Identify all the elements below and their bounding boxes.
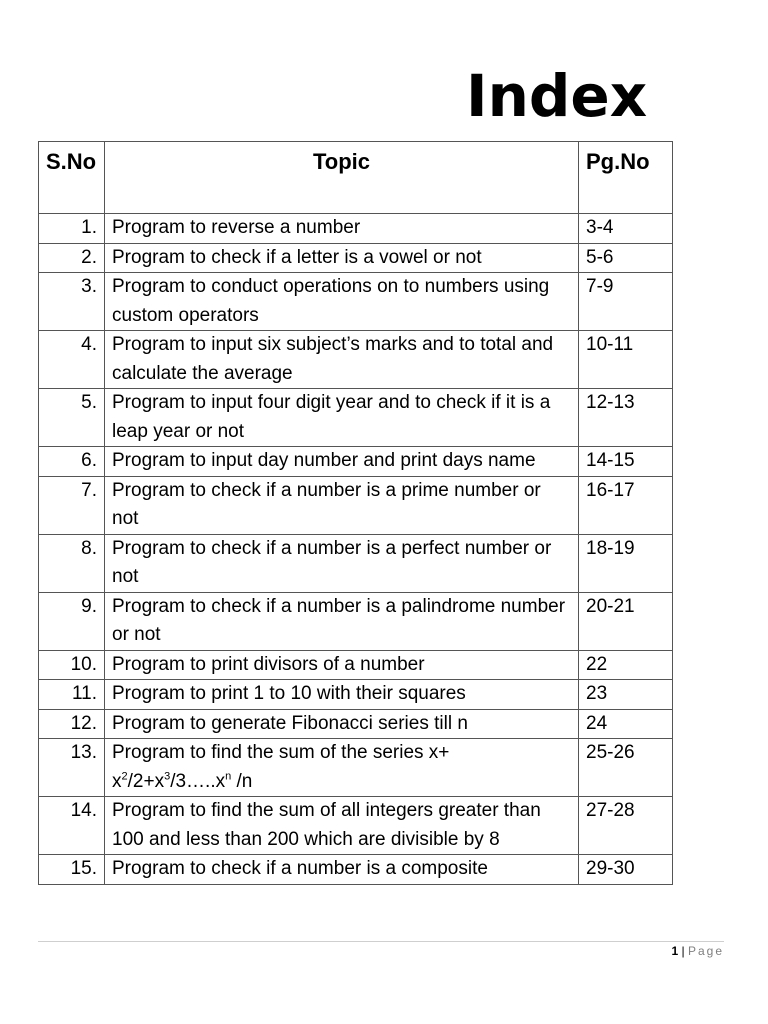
table-row [39,650,673,680]
row-sno: 3. [39,273,105,331]
footer-separator: | [681,944,685,958]
row-topic: Program to input day number and print days name [105,447,579,477]
row-page: 25-26 [579,739,673,797]
row-page: 14-15 [579,447,673,477]
table-row [39,243,673,273]
formula-exponent: 2 [121,770,128,783]
footer-page-label: Page [687,944,724,958]
row-page: 7-9 [579,273,673,331]
row-sno: 15. [39,855,105,885]
header-page: Pg.No [579,142,673,214]
page-title: Index [466,62,648,130]
formula-exponent: n [225,770,232,783]
row-topic: Program to check if a number is a perfect number or not [105,534,579,592]
row-topic: Program to input six subject’s marks and to total and calculate the average [105,331,579,389]
series-formula [112,771,252,792]
page-footer [671,943,724,959]
row-sno: 2. [39,243,105,273]
row-topic: Program to generate Fibonacci series till n [105,709,579,739]
row-sno: 9. [39,592,105,650]
row-page: 27-28 [579,797,673,855]
footer-divider [38,941,724,942]
table-row [39,592,673,650]
row-page: 5-6 [579,243,673,273]
row-page: 24 [579,709,673,739]
table-row [39,534,673,592]
table-row [39,739,673,797]
row-page: 10-11 [579,331,673,389]
row-sno: 4. [39,331,105,389]
table-row [39,680,673,710]
row-topic: Program to print 1 to 10 with their squares [105,680,579,710]
row-sno: 11. [39,680,105,710]
row-topic: Program to print divisors of a number [105,650,579,680]
row-topic: Program to check if a number is a prime number or not [105,476,579,534]
row-sno: 6. [39,447,105,477]
row-topic: Program to find the sum of all integers greater than 100 and less than 200 which are divisible by 8 [105,797,579,855]
row-sno: 1. [39,214,105,244]
formula-part: /2+x [127,770,165,792]
row-topic: Program to conduct operations on to numbers using custom operators [105,273,579,331]
table-row [39,855,673,885]
row-topic: Program to check if a number is a palindrome number or not [105,592,579,650]
row-topic [105,739,579,797]
row-page: 16-17 [579,476,673,534]
table-row [39,273,673,331]
row-page: 20-21 [579,592,673,650]
row-sno: 8. [39,534,105,592]
row-page: 22 [579,650,673,680]
row-page: 12-13 [579,389,673,447]
index-table [38,141,673,885]
table-row [39,709,673,739]
footer-page-number: 1 [671,944,679,958]
row-page: 23 [579,680,673,710]
row-topic-text: Program to find the sum of the series x+ [112,742,450,763]
row-page: 18-19 [579,534,673,592]
row-sno: 10. [39,650,105,680]
row-sno: 14. [39,797,105,855]
row-sno: 5. [39,389,105,447]
table-row [39,476,673,534]
formula-part: /3…..x [170,770,226,792]
row-topic: Program to check if a letter is a vowel or not [105,243,579,273]
formula-part: x [112,770,122,792]
row-page: 29-30 [579,855,673,885]
row-topic: Program to reverse a number [105,214,579,244]
row-topic: Program to check if a number is a composite [105,855,579,885]
table-row [39,797,673,855]
table-row [39,389,673,447]
row-page: 3-4 [579,214,673,244]
header-row [39,142,673,214]
row-sno: 13. [39,739,105,797]
header-topic: Topic [105,142,579,214]
row-sno: 7. [39,476,105,534]
row-topic: Program to input four digit year and to check if it is a leap year or not [105,389,579,447]
row-sno: 12. [39,709,105,739]
formula-exponent: 3 [164,770,171,783]
formula-part: /n [231,770,253,792]
table-row [39,447,673,477]
table-row [39,331,673,389]
header-sno: S.No [39,142,105,214]
table-row [39,214,673,244]
